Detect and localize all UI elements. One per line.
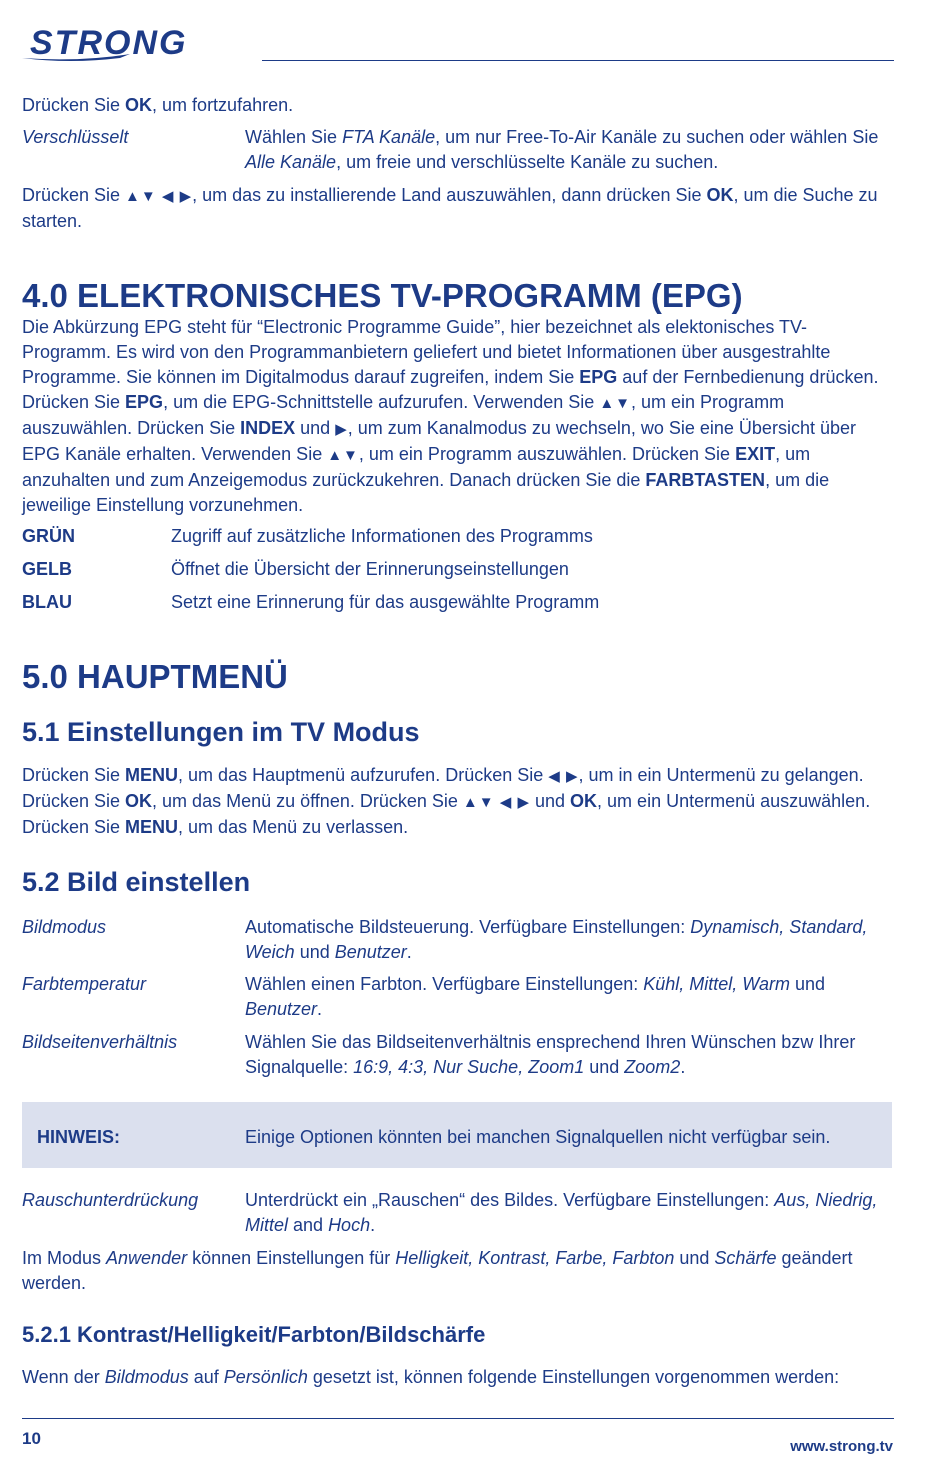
color-temp-desc: Wählen einen Farbton. Verfügbare Einstellungen: Kühl, Mittel, Warm und Benutzer. xyxy=(245,974,826,1019)
header-rule xyxy=(262,60,894,61)
color-key-term: BLAU xyxy=(22,592,72,612)
aspect-ratio-row xyxy=(22,1030,892,1080)
website-url: www.strong.tv xyxy=(790,1438,893,1455)
country-paragraph: Drücken Sie ▲▼ ◀ ▶, um das zu installierende Land auszuwählen, dann drücken Sie OK, um die Suche zu starten. xyxy=(22,185,878,231)
right-arrow-icon: ▶ xyxy=(335,421,348,438)
color-key-desc: Zugriff auf zusätzliche Informationen des Programms xyxy=(171,526,593,546)
footer-rule xyxy=(22,1418,894,1419)
intro-paragraph: Drücken Sie OK, um fortzufahren. xyxy=(22,95,294,115)
page-number: 10 xyxy=(22,1429,41,1448)
user-mode-paragraph: Im Modus Anwender können Einstellungen für Helligkeit, Kontrast, Farbe, Farbton und Schärfe geändert werden. xyxy=(22,1248,853,1293)
color-key-row xyxy=(22,590,892,615)
color-key-row xyxy=(22,557,892,582)
up-down-arrow-icon: ▲▼ xyxy=(327,447,359,464)
strong-logo xyxy=(20,18,230,62)
color-temp-term: Farbtemperatur xyxy=(22,974,147,994)
color-key-desc: Setzt eine Erinnerung für das ausgewählte Programm xyxy=(171,592,600,612)
contrast-paragraph: Wenn der Bildmodus auf Persönlich gesetzt ist, können folgende Einstellungen vorgenommen werden: xyxy=(22,1367,840,1387)
picture-heading: 5.2 Bild einstellen xyxy=(22,867,251,897)
svg-text:STRONG: STRONG xyxy=(30,24,188,62)
epg-paragraph: Die Abkürzung EPG steht für “Electronic Programme Guide”, hier bezeichnet als elektonisches TV-Programm. Es wird von den Programmanbietern geliefert und bietet Informationen über ausgestrahlte Programme. Sie können im Digitalmodus darauf zugreifen, indem Sie EPG auf der Fernbedienung drücken. Drücken Sie EPG, um die EPG-Schnittstelle aufzurufen. Verwenden Sie ▲▼, um ein Programm auszuwählen. Drücken Sie INDEX und ▶, um zum Kanalmodus zu wechseln, wo Sie eine Übersicht über EPG Kanäle erhalten. Verwenden Sie ▲▼, um ein Programm auszuwählen. Drücken Sie EXIT, um anzuhalten und zum Anzeigemodus zurückzukehren. Danach drücken Sie die FARBTASTEN, um die jeweilige Einstellung vorzunehmen. xyxy=(22,317,879,515)
left-right-arrow-icon: ◀ ▶ xyxy=(548,768,579,785)
color-key-row xyxy=(22,524,892,549)
picture-mode-desc: Automatische Bildsteuerung. Verfügbare Einstellungen: Dynamisch, Standard, Weich und Benutzer. xyxy=(245,917,868,962)
noise-reduction-desc: Unterdrückt ein „Rauschen“ des Bildes. Verfügbare Einstellungen: Aus, Niedrig, Mittel and Hoch. xyxy=(245,1190,878,1235)
picture-mode-row xyxy=(22,915,892,965)
arrow-keys-icon: ▲▼ ◀ ▶ xyxy=(125,188,193,205)
arrow-keys-icon: ▲▼ ◀ ▶ xyxy=(462,794,530,811)
color-temp-row xyxy=(22,972,892,1022)
encrypted-desc: Wählen Sie FTA Kanäle, um nur Free-To-Air Kanäle zu suchen oder wählen Sie Alle Kanäle, um freie und verschlüsselte Kanäle zu suchen. xyxy=(245,127,879,172)
note-box xyxy=(22,1102,892,1168)
encrypted-row xyxy=(22,125,892,175)
aspect-ratio-term: Bildseitenverhältnis xyxy=(22,1032,178,1052)
encrypted-term: Verschlüsselt xyxy=(22,127,129,147)
contrast-heading: 5.2.1 Kontrast/Helligkeit/Farbton/Bildschärfe xyxy=(22,1322,486,1347)
color-key-term: GRÜN xyxy=(22,526,75,546)
note-text: Einige Optionen könnten bei manchen Signalquellen nicht verfügbar sein. xyxy=(245,1127,831,1147)
epg-heading: 4.0 ELEKTRONISCHES TV-PROGRAMM (EPG) xyxy=(22,277,743,314)
mainmenu-heading: 5.0 HAUPTMENÜ xyxy=(22,658,288,695)
color-key-desc: Öffnet die Übersicht der Erinnerungseinstellungen xyxy=(171,559,569,579)
up-down-arrow-icon: ▲▼ xyxy=(599,395,632,412)
note-label: HINWEIS: xyxy=(37,1127,120,1147)
tv-settings-paragraph: Drücken Sie MENU, um das Hauptmenü aufzurufen. Drücken Sie ◀ ▶, um in ein Untermenü zu gelangen. Drücken Sie OK, um das Menü zu öffnen. Drücken Sie ▲▼ ◀ ▶ und OK, um ein Untermenü auszuwählen. Drücken Sie MENU, um das Menü zu verlassen. xyxy=(22,765,871,837)
tv-settings-heading: 5.1 Einstellungen im TV Modus xyxy=(22,717,420,747)
aspect-ratio-desc: Wählen Sie das Bildseitenverhältnis ensprechend Ihren Wünschen bzw Ihrer Signalquelle: 16:9, 4:3, Nur Suche, Zoom1 und Zoom2. xyxy=(245,1032,856,1077)
picture-mode-term: Bildmodus xyxy=(22,917,107,937)
color-key-term: GELB xyxy=(22,559,73,579)
noise-reduction-term: Rauschunterdrückung xyxy=(22,1190,199,1210)
noise-reduction-row xyxy=(22,1188,892,1238)
